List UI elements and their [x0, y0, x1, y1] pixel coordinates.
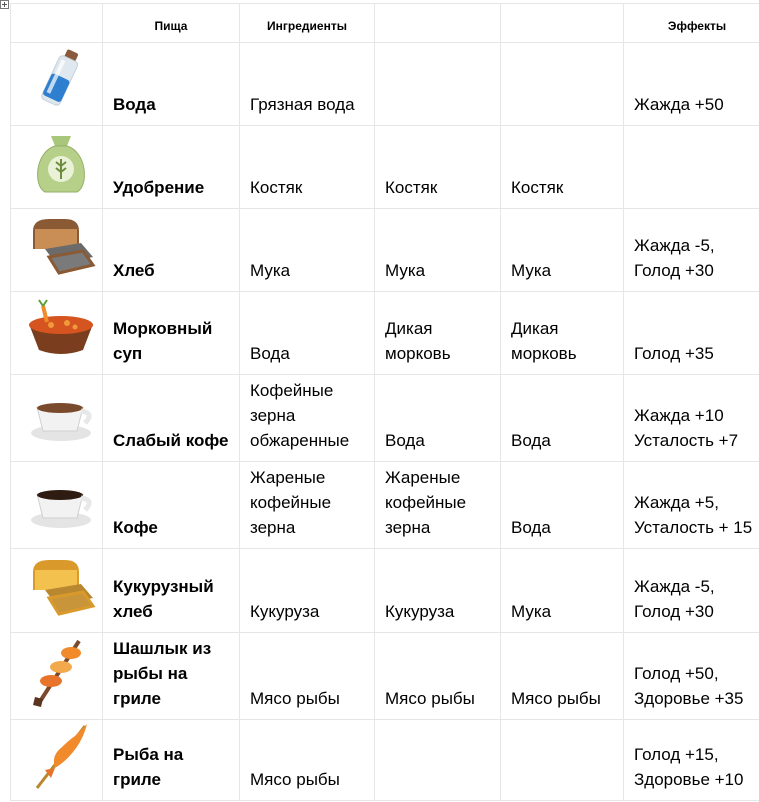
ingredient-1: Кукуруза — [240, 549, 375, 633]
header-empty-2 — [375, 4, 501, 43]
ingredient-2: Дикая морковь — [375, 292, 501, 375]
carrot-soup-icon — [21, 292, 101, 366]
effects: Жажда +50 — [624, 43, 759, 126]
header-icon-cell — [11, 4, 103, 43]
food-name: Вода — [103, 43, 240, 126]
food-name: Рыба на гриле — [103, 720, 240, 801]
ingredient-1: Вода — [240, 292, 375, 375]
table-row — [11, 126, 759, 209]
ingredient-3: Дикая морковь — [501, 292, 624, 375]
effects: Жажда +5, Усталость + 15 — [624, 462, 759, 549]
ingredient-3: Костяк — [501, 126, 624, 209]
effects: Голод +50, Здоровье +35 — [624, 633, 759, 720]
effects: Жажда +10 Усталость +7 — [624, 375, 759, 462]
table-row — [11, 720, 759, 801]
ingredient-3: Мясо рыбы — [501, 633, 624, 720]
effects: Голод +15, Здоровье +10 — [624, 720, 759, 801]
ingredient-2: Вода — [375, 375, 501, 462]
ingredient-2: Кукуруза — [375, 549, 501, 633]
ingredient-3: Мука — [501, 209, 624, 292]
header-empty-3 — [501, 4, 624, 43]
table-row — [11, 43, 759, 126]
ingredient-2: Костяк — [375, 126, 501, 209]
food-name: Хлеб — [103, 209, 240, 292]
ingredient-3 — [501, 43, 624, 126]
food-name: Слабый кофе — [103, 375, 240, 462]
fish-kebab-icon — [21, 633, 101, 711]
header-ingredients: Ингредиенты — [240, 4, 375, 43]
ingredient-3: Вода — [501, 375, 624, 462]
table-row — [11, 633, 759, 720]
ingredient-1: Мука — [240, 209, 375, 292]
food-table — [10, 3, 759, 801]
effects: Жажда -5, Голод +30 — [624, 209, 759, 292]
fertilizer-sack-icon — [21, 126, 101, 200]
header-row — [11, 4, 759, 43]
header-effects: Эффекты — [624, 4, 759, 43]
food-name: Шашлык из рыбы на гриле — [103, 633, 240, 720]
ingredient-2: Мука — [375, 209, 501, 292]
ingredient-2 — [375, 43, 501, 126]
food-name: Кофе — [103, 462, 240, 549]
ingredient-1: Мясо рыбы — [240, 633, 375, 720]
effects: Жажда -5, Голод +30 — [624, 549, 759, 633]
ingredient-3: Вода — [501, 462, 624, 549]
table-row — [11, 462, 759, 549]
food-name: Кукурузный хлеб — [103, 549, 240, 633]
grilled-fish-icon — [21, 720, 101, 792]
food-name: Удобрение — [103, 126, 240, 209]
corn-bread-icon — [21, 550, 101, 624]
coffee-cup-icon — [21, 466, 101, 540]
bread-icon — [21, 209, 101, 283]
effects — [624, 126, 759, 209]
effects: Голод +35 — [624, 292, 759, 375]
ingredient-1: Жареные кофейные зерна — [240, 462, 375, 549]
table-anchor-icon — [0, 0, 9, 9]
water-bottle-icon — [21, 43, 101, 117]
ingredient-3 — [501, 720, 624, 801]
table-row — [11, 292, 759, 375]
ingredient-2 — [375, 720, 501, 801]
header-food: Пища — [103, 4, 240, 43]
table-row — [11, 549, 759, 633]
table-row — [11, 375, 759, 462]
ingredient-2: Мясо рыбы — [375, 633, 501, 720]
ingredient-1: Грязная вода — [240, 43, 375, 126]
ingredient-1: Мясо рыбы — [240, 720, 375, 801]
ingredient-1: Костяк — [240, 126, 375, 209]
ingredient-1: Кофейные зерна обжаренные — [240, 375, 375, 462]
food-name: Морковный суп — [103, 292, 240, 375]
ingredient-3: Мука — [501, 549, 624, 633]
weak-coffee-cup-icon — [21, 379, 101, 453]
ingredient-2: Жареные кофейные зерна — [375, 462, 501, 549]
table-row — [11, 209, 759, 292]
